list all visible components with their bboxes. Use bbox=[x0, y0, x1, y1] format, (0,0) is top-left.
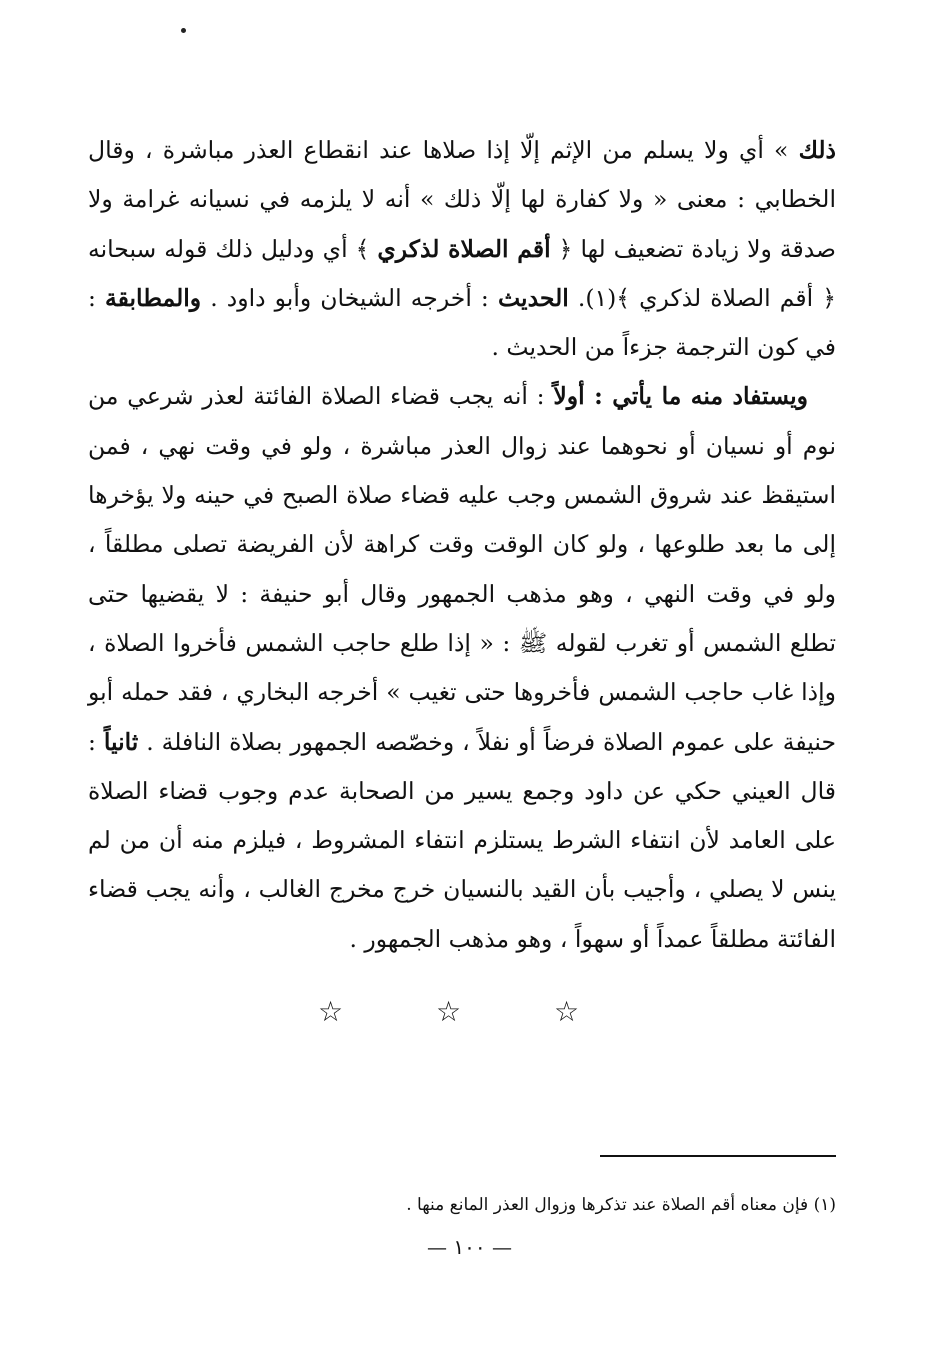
p2-text-2: : قال العيني حكي عن داود وجمع يسير من الصحابة عدم وجوب قضاء الصلاة على العامد لأن انتفاء الشرط يستلزم انتفاء المشروط ، فيلزم منه أن من لم ينس لا يصلي ، وأجيب بأن القيد بالنسيان خرج مخرج الغالب ، وأنه يجب قضاء الفائتة مطلقاً عمداً أو سهواً ، وهو مذهب الجمهور . bbox=[88, 727, 836, 953]
p1-text-1: » أي ولا يسلم من الإثم إلّا إذا صلاها عند انقطاع العذر مباشرة ، وقال الخطابي : معنى « ولا كفارة لها إلّا ذلك » أنه لا يلزمه في نسيانه غرامة ولا صدقة ولا زيادة تضعيف لها ﴿ bbox=[88, 136, 836, 263]
p1-text-2: ﴾ أي ودليل ذلك قوله سبحانه ﴿ أقم الصلاة لذكري ﴾(١). bbox=[88, 234, 837, 312]
footnote-rule bbox=[600, 1155, 836, 1157]
keyword-mutabaqa: والمطابقة bbox=[105, 283, 202, 312]
section-separator-stars: ☆ ☆ ☆ bbox=[317, 995, 622, 1028]
keyword-dhalika: ذلك bbox=[798, 136, 836, 164]
stray-dot-mark bbox=[181, 28, 186, 33]
keyword-hadith: الحديث bbox=[497, 283, 569, 312]
quran-phrase: أقم الصلاة لذكري bbox=[377, 234, 551, 263]
p2-text-1: : أنه يجب قضاء الصلاة الفائتة لعذر شرعي من نوم أو نسيان أو نحوهما عند زوال العذر مباشرة ، ولو في وقت نهي ، فمن استيقظ عند شروق الشمس وجب عليه قضاء صلاة الصبح في حينه ولا يؤخرها إلى ما بعد طلوعها ، ولو كان الوقت وقت كراهة لأن الفريضة تصلى مطلقاً ، ولو في وقت النهي ، وهو مذهب الجمهور وقال أبو حنيفة : لا يقضيها حتى تطلع الشمس أو تغرب لقوله ﷺ : « إذا طلع حاجب الشمس فأخروا الصلاة ، وإذا غاب حاجب الشمس فأخروها حتى تغيب » أخرجه البخاري ، فقد حمله أبو حنيفة على عموم الصلاة فرضاً أو نفلاً ، وخصّصه الجمهور بصلاة النافلة . bbox=[88, 382, 836, 756]
footnote: (١) فإن معناه أقم الصلاة عند تذكرها وزوال العذر المانع منها . bbox=[406, 1195, 836, 1215]
keyword-thaniyan: ثانياً bbox=[103, 727, 139, 756]
keyword-yustafad: ويستفاد منه ما يأتي : أولاً bbox=[553, 382, 808, 411]
page-number: — ١٠٠ — bbox=[427, 1235, 512, 1259]
paragraph-1 bbox=[88, 126, 836, 372]
p1-text-4: : في كون الترجمة جزءاً من الحديث . bbox=[88, 283, 836, 362]
main-text bbox=[88, 126, 836, 964]
paragraph-2 bbox=[88, 372, 836, 964]
p1-text-3: : أخرجه الشيخان وأبو داود . bbox=[201, 283, 498, 312]
